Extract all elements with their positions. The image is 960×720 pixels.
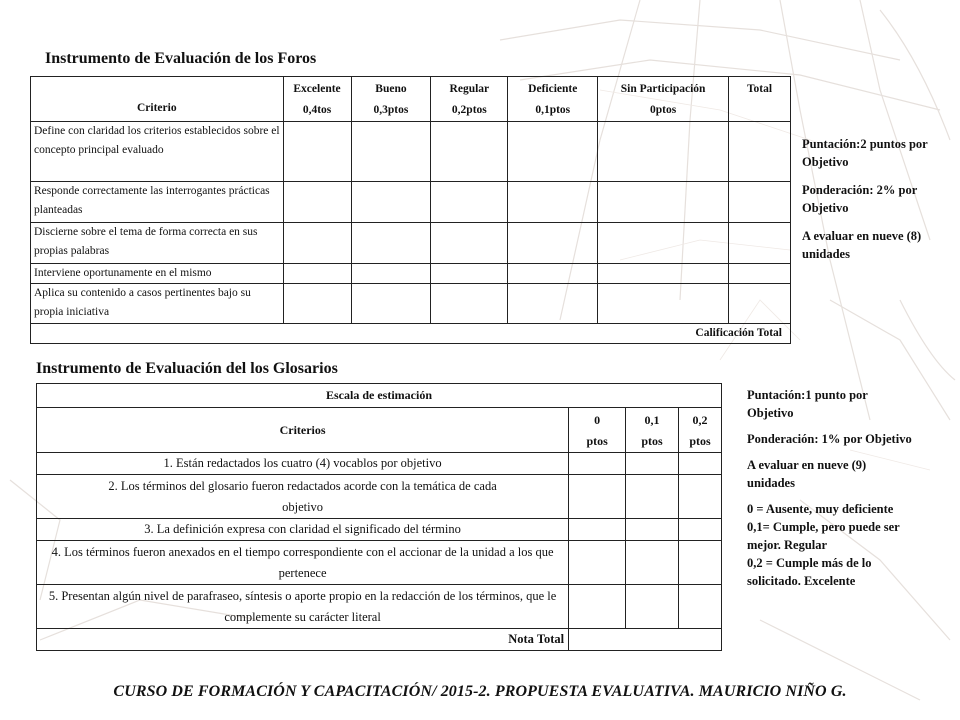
glosarios-evaluar: A evaluar en nueve (9) unidades	[747, 458, 867, 490]
table-row	[37, 585, 722, 629]
table-row	[37, 453, 722, 475]
score-cell[interactable]	[351, 264, 431, 284]
header-excelente	[283, 77, 351, 122]
score-cell[interactable]	[626, 453, 679, 475]
total-cell[interactable]	[729, 122, 791, 182]
header-bueno	[351, 77, 431, 122]
header-0-unit: ptos	[586, 434, 608, 448]
table-row	[31, 264, 791, 284]
header-criterios: Criterios	[37, 408, 569, 453]
criterion-cell: Interviene oportunamente en el mismo	[31, 264, 284, 284]
foros-evaluar: A evaluar en nueve (8) unidades	[802, 229, 922, 261]
header-excelente-label: Excelente	[293, 83, 341, 95]
header-02-value: 0,2	[692, 413, 708, 427]
glosarios-ponderacion: Ponderación: 1% por Objetivo	[747, 432, 912, 446]
calificacion-total-label: Calificación Total	[31, 324, 791, 344]
scale-0-legend: 0 = Ausente, muy deficiente	[747, 502, 894, 516]
score-cell[interactable]	[679, 519, 722, 541]
header-02-ptos	[679, 408, 722, 453]
header-deficiente-points: 0,1ptos	[535, 104, 571, 116]
score-cell[interactable]	[351, 223, 431, 264]
score-cell[interactable]	[283, 182, 351, 223]
foros-header-row	[31, 77, 791, 122]
score-cell[interactable]	[569, 453, 626, 475]
escala-header: Escala de estimación	[37, 384, 722, 408]
header-0-ptos	[569, 408, 626, 453]
score-cell[interactable]	[283, 284, 351, 324]
table-row	[37, 475, 722, 519]
score-cell[interactable]	[569, 585, 626, 629]
footer-course-title: CURSO DE FORMACIÓN Y CAPACITACIÓN/ 2015-2. PROPUESTA EVALUATIVA. MAURICIO NIÑO G.	[113, 683, 847, 700]
score-cell[interactable]	[626, 541, 679, 585]
header-regular	[431, 77, 508, 122]
criterion-text: 2. Los términos del glosario fueron redactados acorde con la temática de cada objetivo	[108, 478, 497, 514]
score-cell[interactable]	[679, 541, 722, 585]
score-cell[interactable]	[508, 182, 598, 223]
score-cell[interactable]	[431, 182, 508, 223]
criterion-cell: 3. La definición expresa con claridad el significado del término	[37, 519, 569, 541]
glosarios-title: Instrumento de Evaluación del los Glosarios	[36, 360, 338, 377]
header-0-value: 0	[594, 413, 601, 427]
header-sin-participacion	[598, 77, 729, 122]
table-row	[37, 541, 722, 585]
score-cell[interactable]	[679, 475, 722, 519]
criterion-cell: 1. Están redactados los cuatro (4) vocablos por objetivo	[37, 453, 569, 475]
total-cell[interactable]	[729, 182, 791, 223]
header-02-unit: ptos	[689, 434, 711, 448]
header-bueno-label: Bueno	[375, 83, 407, 95]
header-01-unit: ptos	[641, 434, 663, 448]
total-cell[interactable]	[729, 284, 791, 324]
score-cell[interactable]	[508, 122, 598, 182]
foros-ponderacion: Ponderación: 2% por Objetivo	[802, 183, 918, 215]
scale-01-legend: 0,1= Cumple, pero puede ser mejor. Regular	[747, 520, 900, 552]
header-sin-points: 0ptos	[650, 104, 677, 116]
criterion-cell: Responde correctamente las interrogantes prácticas planteadas	[31, 182, 284, 223]
nota-total-label: Nota Total	[37, 629, 569, 651]
foros-puntuacion: Puntación:2 puntos por Objetivo	[802, 137, 928, 169]
score-cell[interactable]	[569, 519, 626, 541]
score-cell[interactable]	[351, 182, 431, 223]
score-cell[interactable]	[431, 264, 508, 284]
table-row	[31, 122, 791, 182]
score-cell[interactable]	[508, 284, 598, 324]
foros-total-row	[31, 324, 791, 344]
header-regular-label: Regular	[449, 83, 490, 95]
score-cell[interactable]	[598, 122, 729, 182]
criterion-cell: 4. Los términos fueron anexados en el tiempo correspondiente con el accionar de la unidad a los que pertenece	[37, 541, 569, 585]
score-cell[interactable]	[431, 223, 508, 264]
glosarios-scale-row	[37, 384, 722, 408]
score-cell[interactable]	[598, 182, 729, 223]
foros-rubric-table	[30, 76, 791, 344]
table-row	[31, 284, 791, 324]
glosarios-side-notes	[747, 386, 917, 590]
score-cell[interactable]	[351, 284, 431, 324]
criterion-cell	[37, 475, 569, 519]
score-cell[interactable]	[508, 264, 598, 284]
nota-total-cell[interactable]	[569, 629, 722, 651]
header-excelente-points: 0,4tos	[302, 104, 332, 116]
header-criterio: Criterio	[31, 77, 284, 122]
score-cell[interactable]	[626, 585, 679, 629]
header-01-value: 0,1	[644, 413, 660, 427]
glosarios-header-row	[37, 408, 722, 453]
criterion-cell: Define con claridad los criterios establecidos sobre el concepto principal evaluado	[31, 122, 284, 182]
score-cell[interactable]	[626, 475, 679, 519]
score-cell[interactable]	[431, 284, 508, 324]
criterion-cell: Aplica su contenido a casos pertinentes bajo su propia iniciativa	[31, 284, 284, 324]
glosarios-rubric-table	[36, 383, 722, 651]
glosarios-total-row	[37, 629, 722, 651]
header-deficiente	[508, 77, 598, 122]
header-total: Total	[729, 77, 791, 122]
score-cell[interactable]	[598, 284, 729, 324]
total-cell[interactable]	[729, 264, 791, 284]
foros-side-notes	[802, 135, 942, 273]
glosarios-puntuacion: Puntación:1 punto por Objetivo	[747, 388, 868, 420]
header-regular-points: 0,2ptos	[451, 104, 487, 116]
score-cell[interactable]	[431, 122, 508, 182]
foros-title: Instrumento de Evaluación de los Foros	[45, 50, 317, 67]
score-cell[interactable]	[283, 122, 351, 182]
score-cell[interactable]	[569, 475, 626, 519]
score-cell[interactable]	[598, 223, 729, 264]
score-cell[interactable]	[283, 264, 351, 284]
score-cell[interactable]	[598, 264, 729, 284]
score-cell[interactable]	[351, 122, 431, 182]
header-sin-label: Sin Participación	[620, 83, 706, 95]
criterion-cell: 5. Presentan algún nivel de parafraseo, síntesis o aporte propio en la redacción de los términos, que le complemente su carácter literal	[37, 585, 569, 629]
score-cell[interactable]	[626, 519, 679, 541]
header-01-ptos	[626, 408, 679, 453]
table-row	[31, 182, 791, 223]
scale-02-legend: 0,2 = Cumple más de lo solicitado. Excelente	[747, 556, 872, 588]
criterion-cell: Discierne sobre el tema de forma correcta en sus propias palabras	[31, 223, 284, 264]
header-bueno-points: 0,3ptos	[373, 104, 409, 116]
score-cell[interactable]	[283, 223, 351, 264]
table-row	[31, 223, 791, 264]
score-cell[interactable]	[569, 541, 626, 585]
score-cell[interactable]	[508, 223, 598, 264]
score-cell[interactable]	[679, 453, 722, 475]
score-cell[interactable]	[679, 585, 722, 629]
table-row	[37, 519, 722, 541]
total-cell[interactable]	[729, 223, 791, 264]
header-deficiente-label: Deficiente	[528, 83, 578, 95]
